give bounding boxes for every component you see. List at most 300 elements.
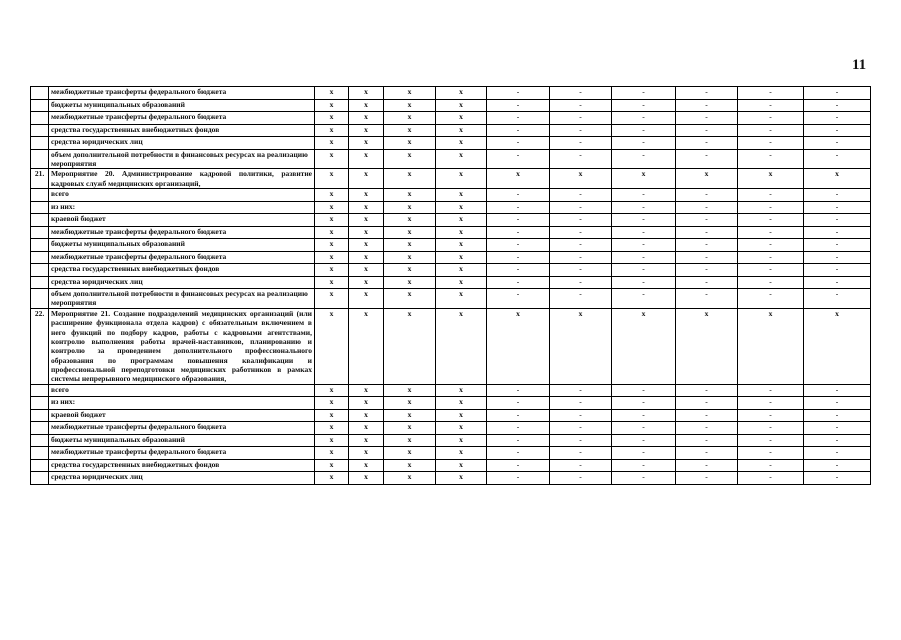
value-cell: -: [487, 276, 550, 289]
value-cell: x: [349, 422, 384, 435]
value-cell: -: [676, 214, 738, 227]
row-label-cell: межбюджетные трансферты федерального бюджета: [49, 422, 315, 435]
table-row: [31, 112, 871, 125]
value-cell: x: [349, 289, 384, 309]
value-cell: -: [738, 447, 804, 460]
value-cell: -: [612, 384, 676, 397]
value-cell: -: [550, 99, 612, 112]
value-cell: -: [550, 214, 612, 227]
value-cell: -: [738, 289, 804, 309]
value-cell: x: [315, 289, 349, 309]
row-label-cell: из них:: [49, 201, 315, 214]
value-cell: -: [738, 384, 804, 397]
row-number-cell: [31, 137, 49, 150]
value-cell: -: [487, 434, 550, 447]
value-cell: -: [676, 276, 738, 289]
value-cell: x: [315, 308, 349, 384]
table-row: [31, 201, 871, 214]
value-cell: x: [436, 226, 487, 239]
value-cell: x: [315, 276, 349, 289]
value-cell: -: [487, 112, 550, 125]
value-cell: x: [349, 137, 384, 150]
value-cell: -: [738, 264, 804, 277]
value-cell: x: [349, 434, 384, 447]
value-cell: -: [550, 201, 612, 214]
value-cell: -: [550, 289, 612, 309]
table-row: [31, 226, 871, 239]
value-cell: -: [804, 289, 871, 309]
value-cell: x: [315, 149, 349, 169]
value-cell: -: [612, 276, 676, 289]
value-cell: -: [612, 189, 676, 202]
value-cell: x: [315, 87, 349, 100]
value-cell: x: [349, 397, 384, 410]
table-row: [31, 397, 871, 410]
value-cell: -: [612, 124, 676, 137]
table-row: [31, 137, 871, 150]
row-label-cell: средства юридических лиц: [49, 472, 315, 485]
row-label-cell: краевой бюджет: [49, 214, 315, 227]
row-label-cell: из них:: [49, 397, 315, 410]
row-label-cell: межбюджетные трансферты федерального бюджета: [49, 447, 315, 460]
value-cell: -: [738, 397, 804, 410]
value-cell: x: [349, 201, 384, 214]
table-row: [31, 409, 871, 422]
value-cell: -: [676, 124, 738, 137]
row-number-cell: [31, 112, 49, 125]
value-cell: -: [676, 264, 738, 277]
row-label-cell: всего: [49, 189, 315, 202]
value-cell: x: [349, 409, 384, 422]
row-label-cell: средства государственных внебюджетных фондов: [49, 124, 315, 137]
value-cell: -: [487, 99, 550, 112]
value-cell: -: [550, 124, 612, 137]
value-cell: -: [487, 264, 550, 277]
value-cell: -: [676, 472, 738, 485]
value-cell: x: [349, 459, 384, 472]
value-cell: x: [384, 434, 436, 447]
value-cell: -: [487, 87, 550, 100]
value-cell: -: [676, 447, 738, 460]
value-cell: x: [315, 397, 349, 410]
table-body: [31, 87, 871, 485]
table-row: [31, 308, 871, 384]
value-cell: -: [738, 149, 804, 169]
row-number-cell: [31, 459, 49, 472]
value-cell: x: [436, 87, 487, 100]
value-cell: -: [676, 422, 738, 435]
value-cell: x: [384, 169, 436, 189]
row-number-cell: [31, 189, 49, 202]
value-cell: x: [315, 422, 349, 435]
value-cell: -: [804, 137, 871, 150]
value-cell: -: [487, 214, 550, 227]
value-cell: x: [436, 112, 487, 125]
row-number-cell: [31, 409, 49, 422]
value-cell: x: [384, 459, 436, 472]
row-label-cell: бюджеты муниципальных образований: [49, 434, 315, 447]
value-cell: -: [550, 384, 612, 397]
value-cell: -: [738, 189, 804, 202]
value-cell: -: [676, 397, 738, 410]
value-cell: x: [436, 264, 487, 277]
value-cell: -: [804, 99, 871, 112]
value-cell: -: [676, 149, 738, 169]
value-cell: -: [550, 87, 612, 100]
value-cell: -: [612, 264, 676, 277]
table-row: [31, 459, 871, 472]
row-number-cell: [31, 472, 49, 485]
value-cell: x: [384, 99, 436, 112]
value-cell: -: [612, 112, 676, 125]
page-number: 11: [852, 57, 867, 73]
value-cell: x: [436, 397, 487, 410]
value-cell: -: [612, 409, 676, 422]
table-row: [31, 434, 871, 447]
value-cell: x: [315, 472, 349, 485]
value-cell: x: [384, 289, 436, 309]
value-cell: -: [550, 149, 612, 169]
value-cell: -: [550, 251, 612, 264]
value-cell: -: [487, 137, 550, 150]
value-cell: -: [738, 214, 804, 227]
value-cell: x: [349, 264, 384, 277]
value-cell: -: [676, 434, 738, 447]
value-cell: -: [804, 112, 871, 125]
row-number-cell: [31, 149, 49, 169]
value-cell: -: [804, 239, 871, 252]
row-number-cell: [31, 124, 49, 137]
value-cell: -: [550, 409, 612, 422]
value-cell: x: [349, 124, 384, 137]
value-cell: -: [550, 226, 612, 239]
row-label-cell: Мероприятие 20. Администрирование кадровой политики, развитие кадровых служб медицинских организаций,: [49, 169, 315, 189]
value-cell: x: [436, 137, 487, 150]
row-label-cell: краевой бюджет: [49, 409, 315, 422]
value-cell: -: [804, 422, 871, 435]
value-cell: -: [804, 384, 871, 397]
value-cell: x: [349, 214, 384, 227]
value-cell: -: [738, 239, 804, 252]
value-cell: x: [436, 201, 487, 214]
value-cell: x: [487, 308, 550, 384]
value-cell: x: [436, 289, 487, 309]
value-cell: -: [676, 384, 738, 397]
value-cell: -: [676, 239, 738, 252]
row-number-cell: 22.: [31, 308, 49, 384]
value-cell: -: [550, 459, 612, 472]
table-row: [31, 169, 871, 189]
financing-table: [30, 86, 871, 485]
value-cell: x: [349, 87, 384, 100]
value-cell: x: [384, 308, 436, 384]
row-number-cell: [31, 251, 49, 264]
value-cell: x: [436, 459, 487, 472]
value-cell: x: [384, 112, 436, 125]
value-cell: x: [436, 434, 487, 447]
row-label-cell: средства юридических лиц: [49, 137, 315, 150]
value-cell: -: [738, 226, 804, 239]
value-cell: x: [315, 214, 349, 227]
value-cell: x: [384, 149, 436, 169]
value-cell: x: [738, 169, 804, 189]
value-cell: x: [384, 276, 436, 289]
value-cell: -: [487, 201, 550, 214]
value-cell: -: [612, 434, 676, 447]
row-label-cell: средства государственных внебюджетных фондов: [49, 459, 315, 472]
value-cell: x: [315, 137, 349, 150]
row-number-cell: [31, 264, 49, 277]
value-cell: x: [738, 308, 804, 384]
value-cell: x: [384, 447, 436, 460]
row-number-cell: [31, 447, 49, 460]
row-number-cell: [31, 434, 49, 447]
value-cell: -: [550, 422, 612, 435]
value-cell: -: [738, 422, 804, 435]
row-label-cell: средства государственных внебюджетных фондов: [49, 264, 315, 277]
value-cell: x: [436, 239, 487, 252]
value-cell: -: [612, 239, 676, 252]
row-label-cell: всего: [49, 384, 315, 397]
value-cell: x: [436, 189, 487, 202]
value-cell: -: [612, 422, 676, 435]
value-cell: -: [804, 214, 871, 227]
value-cell: x: [612, 308, 676, 384]
table-row: [31, 124, 871, 137]
row-number-cell: [31, 289, 49, 309]
value-cell: x: [315, 239, 349, 252]
value-cell: x: [436, 251, 487, 264]
row-label-cell: межбюджетные трансферты федерального бюджета: [49, 226, 315, 239]
value-cell: x: [315, 384, 349, 397]
row-number-cell: [31, 276, 49, 289]
value-cell: -: [738, 459, 804, 472]
value-cell: x: [349, 251, 384, 264]
value-cell: -: [612, 87, 676, 100]
value-cell: -: [612, 447, 676, 460]
row-label-cell: межбюджетные трансферты федерального бюджета: [49, 112, 315, 125]
row-number-cell: [31, 87, 49, 100]
table-row: [31, 214, 871, 227]
row-label-cell: бюджеты муниципальных образований: [49, 239, 315, 252]
value-cell: -: [738, 112, 804, 125]
value-cell: x: [349, 239, 384, 252]
value-cell: x: [384, 239, 436, 252]
value-cell: -: [487, 472, 550, 485]
value-cell: -: [738, 276, 804, 289]
table-row: [31, 289, 871, 309]
value-cell: x: [349, 99, 384, 112]
value-cell: -: [487, 226, 550, 239]
value-cell: x: [384, 264, 436, 277]
value-cell: x: [349, 384, 384, 397]
value-cell: x: [436, 422, 487, 435]
value-cell: x: [315, 251, 349, 264]
value-cell: -: [612, 149, 676, 169]
value-cell: -: [550, 137, 612, 150]
value-cell: -: [676, 201, 738, 214]
value-cell: -: [804, 149, 871, 169]
value-cell: x: [315, 201, 349, 214]
value-cell: -: [804, 87, 871, 100]
value-cell: x: [349, 169, 384, 189]
value-cell: -: [550, 447, 612, 460]
value-cell: -: [487, 189, 550, 202]
row-number-cell: [31, 99, 49, 112]
value-cell: -: [550, 189, 612, 202]
table-row: [31, 384, 871, 397]
value-cell: -: [738, 251, 804, 264]
value-cell: -: [676, 189, 738, 202]
value-cell: -: [804, 189, 871, 202]
value-cell: x: [612, 169, 676, 189]
value-cell: -: [804, 264, 871, 277]
value-cell: -: [550, 434, 612, 447]
row-number-cell: [31, 201, 49, 214]
table-row: [31, 264, 871, 277]
value-cell: x: [315, 226, 349, 239]
value-cell: -: [804, 251, 871, 264]
value-cell: -: [612, 99, 676, 112]
value-cell: x: [315, 112, 349, 125]
value-cell: -: [612, 289, 676, 309]
value-cell: x: [436, 472, 487, 485]
value-cell: -: [804, 459, 871, 472]
value-cell: x: [436, 124, 487, 137]
value-cell: x: [436, 384, 487, 397]
value-cell: x: [487, 169, 550, 189]
value-cell: -: [612, 397, 676, 410]
value-cell: -: [804, 201, 871, 214]
value-cell: x: [804, 308, 871, 384]
value-cell: -: [738, 99, 804, 112]
value-cell: -: [487, 459, 550, 472]
value-cell: x: [384, 397, 436, 410]
value-cell: -: [487, 384, 550, 397]
value-cell: -: [676, 99, 738, 112]
value-cell: -: [487, 149, 550, 169]
value-cell: -: [487, 422, 550, 435]
row-number-cell: [31, 226, 49, 239]
value-cell: -: [676, 459, 738, 472]
value-cell: x: [384, 214, 436, 227]
table-row: [31, 239, 871, 252]
value-cell: x: [349, 308, 384, 384]
row-label-cell: бюджеты муниципальных образований: [49, 99, 315, 112]
value-cell: x: [384, 251, 436, 264]
value-cell: -: [738, 434, 804, 447]
value-cell: -: [738, 87, 804, 100]
value-cell: -: [550, 397, 612, 410]
value-cell: -: [612, 226, 676, 239]
value-cell: -: [676, 226, 738, 239]
value-cell: x: [436, 276, 487, 289]
value-cell: x: [349, 226, 384, 239]
row-label-cell: межбюджетные трансферты федерального бюджета: [49, 251, 315, 264]
value-cell: -: [612, 472, 676, 485]
value-cell: -: [550, 112, 612, 125]
value-cell: x: [384, 409, 436, 422]
value-cell: -: [550, 276, 612, 289]
value-cell: x: [436, 308, 487, 384]
row-label-cell: Мероприятие 21. Создание подразделений медицинских организаций (или расширение функционала отдела кадров) с обязательным включением в него функций по подбору кадров, работы с кадровыми агентствами, контролю выполнения работы врачей-наставников, планированию и контролю за проведением дополнительного профессионального образования по программам повышения квалификации и профессиональной переподготовки медицинских работников в рамках системы непрерывного медицинского образования,: [49, 308, 315, 384]
value-cell: -: [550, 264, 612, 277]
value-cell: -: [676, 137, 738, 150]
table-row: [31, 189, 871, 202]
value-cell: x: [436, 447, 487, 460]
value-cell: x: [315, 459, 349, 472]
value-cell: x: [436, 409, 487, 422]
value-cell: -: [550, 239, 612, 252]
row-label-cell: средства юридических лиц: [49, 276, 315, 289]
row-label-cell: объем дополнительной потребности в финансовых ресурсах на реализацию мероприятия: [49, 289, 315, 309]
value-cell: x: [315, 124, 349, 137]
value-cell: x: [384, 472, 436, 485]
value-cell: x: [384, 124, 436, 137]
value-cell: x: [384, 384, 436, 397]
table-row: [31, 447, 871, 460]
row-label-cell: межбюджетные трансферты федерального бюджета: [49, 87, 315, 100]
value-cell: x: [676, 308, 738, 384]
value-cell: x: [315, 169, 349, 189]
value-cell: -: [487, 447, 550, 460]
value-cell: -: [804, 124, 871, 137]
row-number-cell: [31, 384, 49, 397]
value-cell: x: [550, 308, 612, 384]
table-row: [31, 251, 871, 264]
value-cell: x: [384, 226, 436, 239]
value-cell: -: [487, 289, 550, 309]
table-row: [31, 472, 871, 485]
value-cell: -: [550, 472, 612, 485]
value-cell: -: [676, 87, 738, 100]
value-cell: -: [804, 409, 871, 422]
value-cell: x: [315, 264, 349, 277]
value-cell: -: [738, 201, 804, 214]
value-cell: x: [436, 99, 487, 112]
value-cell: -: [487, 239, 550, 252]
value-cell: -: [676, 409, 738, 422]
value-cell: -: [612, 137, 676, 150]
value-cell: -: [487, 251, 550, 264]
table-row: [31, 99, 871, 112]
value-cell: x: [315, 434, 349, 447]
value-cell: x: [315, 409, 349, 422]
value-cell: -: [612, 214, 676, 227]
value-cell: -: [738, 124, 804, 137]
value-cell: x: [349, 447, 384, 460]
value-cell: -: [738, 472, 804, 485]
value-cell: -: [804, 447, 871, 460]
value-cell: x: [349, 149, 384, 169]
value-cell: x: [384, 422, 436, 435]
value-cell: -: [804, 397, 871, 410]
value-cell: x: [315, 447, 349, 460]
value-cell: -: [612, 201, 676, 214]
value-cell: -: [804, 226, 871, 239]
value-cell: x: [349, 189, 384, 202]
value-cell: -: [612, 251, 676, 264]
value-cell: -: [804, 434, 871, 447]
value-cell: -: [676, 112, 738, 125]
table-row: [31, 149, 871, 169]
table-row: [31, 422, 871, 435]
table-row: [31, 276, 871, 289]
row-label-cell: объем дополнительной потребности в финансовых ресурсах на реализацию мероприятия: [49, 149, 315, 169]
value-cell: x: [676, 169, 738, 189]
row-number-cell: [31, 214, 49, 227]
value-cell: x: [384, 201, 436, 214]
